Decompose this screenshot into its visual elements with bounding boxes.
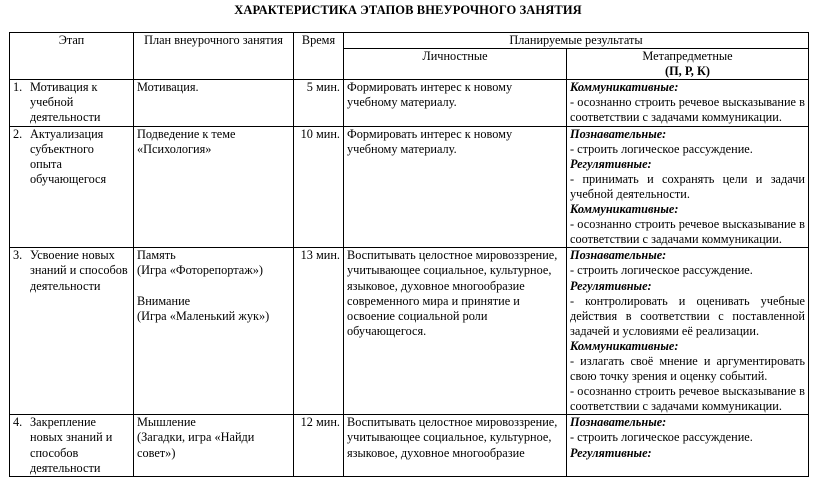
plan-line: (Загадки, игра «Найди совет») [137,430,255,460]
meta-group-heading: Познавательные: [570,248,667,263]
stage-number: 3. [13,248,23,263]
meta-group-item: - контролировать и оценивать учебные действия в соответствии с поставленной задачей и условиями её реализации. [570,293,805,338]
meta-result-cell [567,248,809,415]
table-row [10,248,809,415]
header-time: Время [294,33,344,80]
stage-number: 4. [13,415,23,430]
plan-line: Мышление [137,415,196,430]
stage-name: Мотивация к учебной деятельности [30,80,101,125]
meta-group-heading: Познавательные: [570,126,667,141]
meta-group-heading: Регулятивные: [570,278,652,293]
personal-result-cell: Формировать интерес к новому учебному материалу. [344,126,567,248]
plan-cell [134,80,294,126]
meta-group-item: - строить логическое рассуждение. [570,141,753,156]
personal-result-cell: Воспитывать целостное мировоззрение, учитывающее социальное, культурное, языковое, духовное многообразие [344,415,567,476]
time-cell: 5 мин. [294,80,344,126]
meta-group-heading: Регулятивные: [570,445,652,460]
header-plan: План внеурочного занятия [134,33,294,80]
meta-group-item: - осознанно строить речевое высказывание в соответствии с задачами коммуникации. [570,217,805,247]
meta-result-cell [567,126,809,248]
meta-group-item: - осознанно строить речевое высказывание в соответствии с задачами коммуникации. [570,384,805,414]
plan-line: (Игра «Фоторепортаж») [137,263,263,278]
plan-line: Подведение к теме «Психология» [137,126,236,156]
stages-table [9,32,809,477]
plan-cell [134,415,294,476]
plan-line: Мотивация. [137,80,199,95]
meta-group-item: - принимать и сохранять цели и задачи учебной деятельности. [570,171,805,201]
plan-gap [137,279,290,294]
meta-result-cell [567,415,809,476]
header-planned-results: Планируемые результаты [344,33,809,49]
plan-cell [134,248,294,415]
plan-line: Память [137,248,176,263]
personal-result-cell: Формировать интерес к новому учебному материалу. [344,80,567,126]
time-cell: 10 мин. [294,126,344,248]
plan-line: Внимание [137,293,191,308]
table-row [10,126,809,248]
time-cell: 13 мин. [294,248,344,415]
header-meta-codes: (П, Р, К) [665,64,710,79]
header-meta [567,49,809,80]
stage-cell [10,248,134,415]
meta-result-cell [567,80,809,126]
stage-number: 1. [13,80,23,95]
meta-group-heading: Познавательные: [570,415,667,430]
meta-group-item: - осознанно строить речевое высказывание в соответствии с задачами коммуникации. [570,95,805,125]
stage-name: Закрепление новых знаний и способов деятельности [30,415,113,475]
meta-group-item: - излагать своё мнение и аргументировать свою точку зрения и оценку событий. [570,353,805,384]
document-title: ХАРАКТЕРИСТИКА ЭТАПОВ ВНЕУРОЧНОГО ЗАНЯТИЯ [234,3,582,17]
meta-group-heading: Регулятивные: [570,156,652,171]
personal-result-cell: Воспитывать целостное мировоззрение, учитывающее социальное, культурное, языковое, духовное многообразие современного мира и принятие и освоение социальной роли обучающегося. [344,248,567,415]
stage-cell [10,415,134,476]
header-row-1 [10,33,809,49]
time-cell: 12 мин. [294,415,344,476]
plan-cell [134,126,294,248]
table-row [10,80,809,126]
plan-line: (Игра «Маленький жук») [137,308,270,323]
header-personal: Личностные [344,49,567,80]
stage-cell [10,126,134,248]
meta-group-heading: Коммуникативные: [570,202,679,217]
stage-cell [10,80,134,126]
meta-group-item: - строить логическое рассуждение. [570,263,753,278]
meta-group-heading: Коммуникативные: [570,338,679,353]
stage-name: Актуализация субъектного опыта обучающегося [30,126,107,186]
stage-name: Усвоение новых знаний и способов деятельности [30,248,128,293]
stage-number: 2. [13,126,23,141]
meta-group-item: - строить логическое рассуждение. [570,430,753,445]
header-stage: Этап [10,33,134,80]
table-row [10,415,809,476]
header-meta-label: Метапредметные [642,49,733,64]
meta-group-heading: Коммуникативные: [570,80,679,95]
